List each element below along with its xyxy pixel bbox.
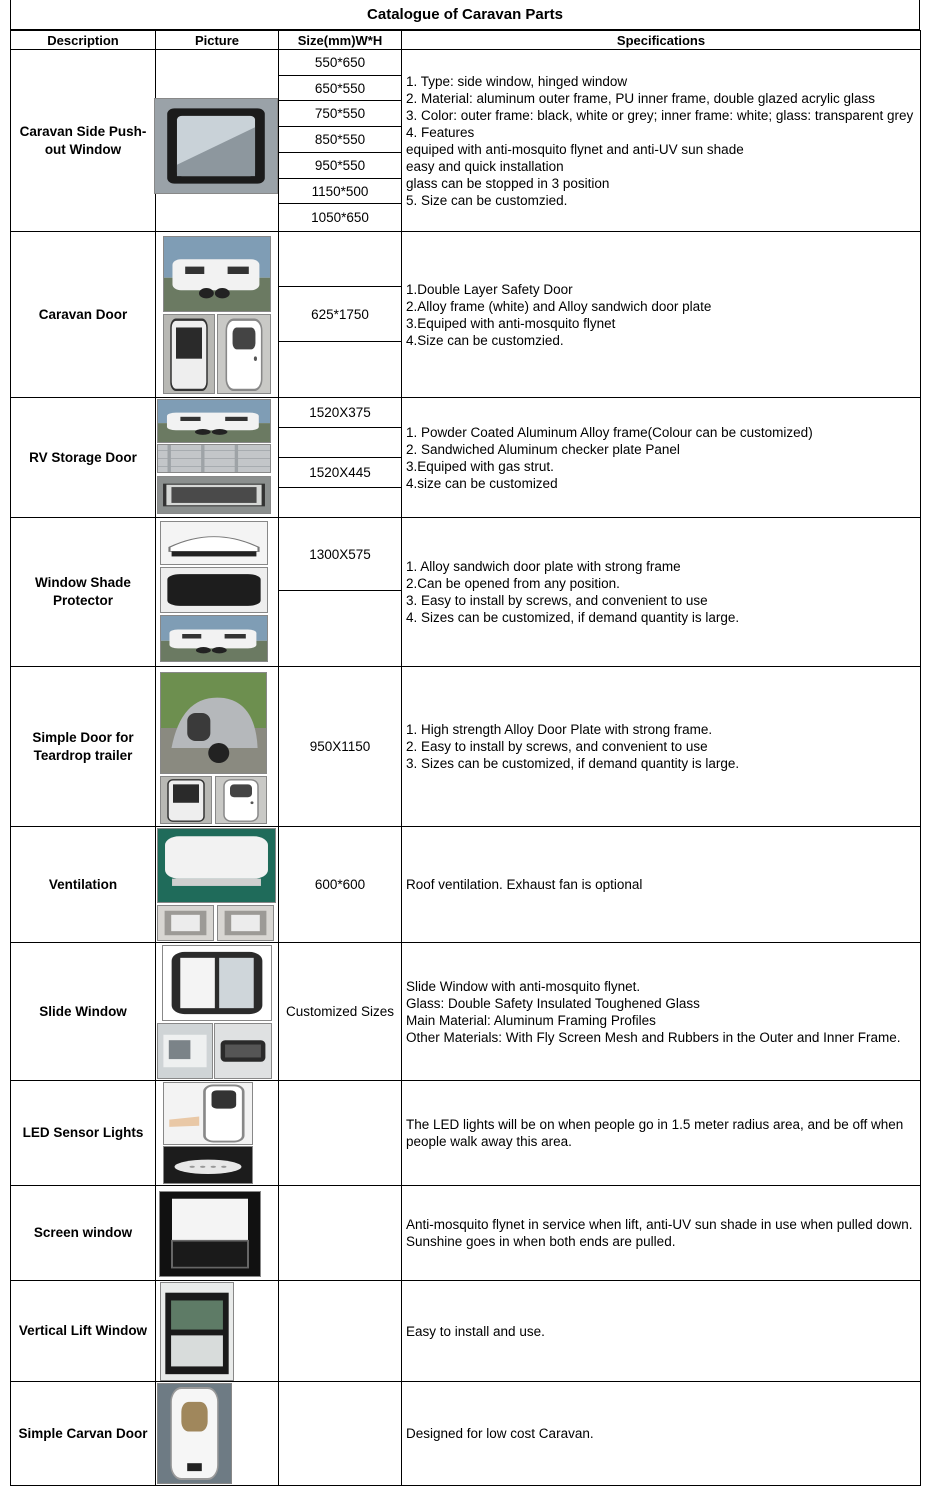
table-row [11,827,921,943]
spec-line: Designed for low cost Caravan. [406,1426,594,1441]
spec-line: glass can be stopped in 3 position [406,175,610,191]
product-photo [163,1082,253,1145]
size-cell [279,518,402,667]
header-picture: Picture [156,31,279,50]
size-value: 950*550 [279,153,401,179]
table-row [11,943,921,1081]
size-value [279,342,401,397]
header-specifications: Specifications [402,31,921,50]
table-row [11,1382,921,1486]
product-photo [160,1282,234,1381]
product-photo [157,828,276,903]
spec-line: Other Materials: With Fly Screen Mesh and Rubbers in the Outer and Inner Frame. [406,1029,901,1045]
product-photo [163,1146,253,1184]
size-value: 650*550 [279,76,401,101]
product-photo [159,1191,261,1277]
spec-line: 4.Size can be customzied. [406,332,564,348]
spec-line: 1. Powder Coated Aluminum Alloy frame(Colour can be customized) [406,424,813,440]
spec-line: 3.Equiped with anti-mosquito flynet [406,315,616,331]
spec-line: Main Material: Aluminum Framing Profiles [406,1012,656,1028]
product-description: Slide Window [11,943,156,1081]
product-description: Simple Carvan Door [11,1382,156,1486]
product-photo [160,567,268,613]
size-cell [279,1382,402,1486]
product-photo [163,314,215,394]
table-row [11,398,921,518]
spec-line: 2. Easy to install by screws, and convenient to use [406,739,708,754]
specifications-cell [402,1281,921,1382]
specifications-cell [402,667,921,827]
table-row [11,667,921,827]
spec-line: Anti-mosquito flynet in service when lift, anti-UV sun shade in use when pulled down. Sunshine goes in when both ends are pulled. [406,1217,913,1249]
size-value [279,591,401,666]
product-photo [217,314,271,394]
specifications-cell [402,943,921,1081]
spec-line: 3.Equiped with gas strut. [406,458,554,474]
spec-line: 2.Can be opened from any position. [406,576,620,591]
product-photo [215,776,267,824]
spec-line: 2. Sandwiched Aluminum checker plate Panel [406,441,680,457]
spec-line: Easy to install and use. [406,1323,545,1339]
catalogue-title: Catalogue of Caravan Parts [10,0,920,30]
size-value: 1150*500 [279,179,401,204]
product-photo [160,521,268,565]
product-description: LED Sensor Lights [11,1081,156,1186]
spec-line: 1. Type: side window, hinged window [406,73,628,89]
product-picture [156,943,279,1081]
specifications-cell [402,50,921,232]
product-description: Ventilation [11,827,156,943]
table-row [11,1281,921,1382]
product-picture [156,827,279,943]
size-value: 550*650 [279,50,401,76]
specifications-cell [402,1186,921,1281]
size-cell: 950X1150 [279,667,402,827]
product-photo [157,1383,232,1484]
product-picture [156,1382,279,1486]
spec-line: 1. High strength Alloy Door Plate with strong frame. [406,722,713,737]
spec-line: 4. Sizes can be customized, if demand quantity is large. [406,610,740,625]
product-picture [156,518,279,667]
product-description: Caravan Door [11,232,156,398]
product-description: Vertical Lift Window [11,1281,156,1382]
specifications-cell [402,1081,921,1186]
product-photo [160,776,212,824]
spec-line: 2.Alloy frame (white) and Alloy sandwich door plate [406,298,712,314]
size-cell: 600*600 [279,827,402,943]
table-row [11,518,921,667]
catalogue-sheet [10,0,920,1486]
size-value: 850*550 [279,127,401,153]
table-row [11,50,921,232]
table-row [11,232,921,398]
size-cell [279,398,402,518]
product-photo [157,444,271,473]
product-picture [156,667,279,827]
size-cell: Customized Sizes [279,943,402,1081]
product-photo [162,945,272,1021]
product-photo [154,98,278,194]
size-value: 1300X575 [279,518,401,591]
specifications-cell [402,1382,921,1486]
specifications-cell [402,518,921,667]
product-photo [157,476,271,514]
product-picture [156,398,279,518]
spec-line: equiped with anti-mosquito flynet and anti-UV sun shade [406,141,744,157]
table-row [11,1081,921,1186]
spec-line: 3. Color: outer frame: black, white or grey; inner frame: white; glass: transparent grey [406,107,914,123]
size-cell [279,232,402,398]
size-value: 750*550 [279,101,401,127]
product-photo [160,672,267,774]
specifications-cell [402,827,921,943]
size-value: 625*1750 [279,287,401,342]
spec-line: 3. Sizes can be customized, if demand quantity is large. [406,756,740,771]
product-photo [217,905,274,941]
size-value: 1050*650 [311,210,369,225]
product-description: Simple Door for Teardrop trailer [11,667,156,827]
product-photo [163,236,271,312]
spec-line: 4. Features [406,124,475,140]
product-photo [157,905,214,941]
product-description: Caravan Side Push-out Window [11,50,156,232]
spec-line: 4.size can be customized [406,475,558,491]
product-picture [156,1186,279,1281]
size-cell [279,1186,402,1281]
product-picture [156,1081,279,1186]
size-cell [279,1081,402,1186]
specifications-cell [402,398,921,518]
size-value [279,488,401,517]
specifications-cell [402,232,921,398]
catalogue-table [10,30,921,1486]
size-value: 1520X375 [279,398,401,428]
spec-line: 1. Alloy sandwich door plate with strong frame [406,559,681,574]
size-value: 1520X445 [279,458,401,488]
product-description: Screen window [11,1186,156,1281]
product-picture [156,1281,279,1382]
spec-line: Slide Window with anti-mosquito flynet. [406,978,641,994]
table-row [11,1186,921,1281]
spec-line: 1.Double Layer Safety Door [406,281,573,297]
spec-line: The LED lights will be on when people go in 1.5 meter radius area, and be off when people walk away this area. [406,1117,904,1149]
size-cell [279,1281,402,1382]
spec-line: Roof ventilation. Exhaust fan is optional [406,877,643,892]
spec-line: 3. Easy to install by screws, and convenient to use [406,593,708,608]
spec-line: easy and quick installation [406,158,564,174]
spec-line: 2. Material: aluminum outer frame, PU inner frame, double glazed acrylic glass [406,90,875,106]
size-value [279,232,401,287]
spec-line: 5. Size can be customzied. [406,192,568,208]
product-photo [214,1023,272,1079]
product-picture [156,232,279,398]
size-value [279,428,401,458]
product-photo [160,615,268,662]
header-row [11,31,921,50]
product-picture [156,50,279,232]
product-photo [157,399,271,443]
spec-line: Glass: Double Safety Insulated Toughened Glass [406,995,700,1011]
product-description: Window Shade Protector [11,518,156,667]
product-photo [157,1023,213,1079]
size-cell [279,50,402,232]
header-size: Size(mm)W*H [279,31,402,50]
header-description: Description [11,31,156,50]
product-description: RV Storage Door [11,398,156,518]
